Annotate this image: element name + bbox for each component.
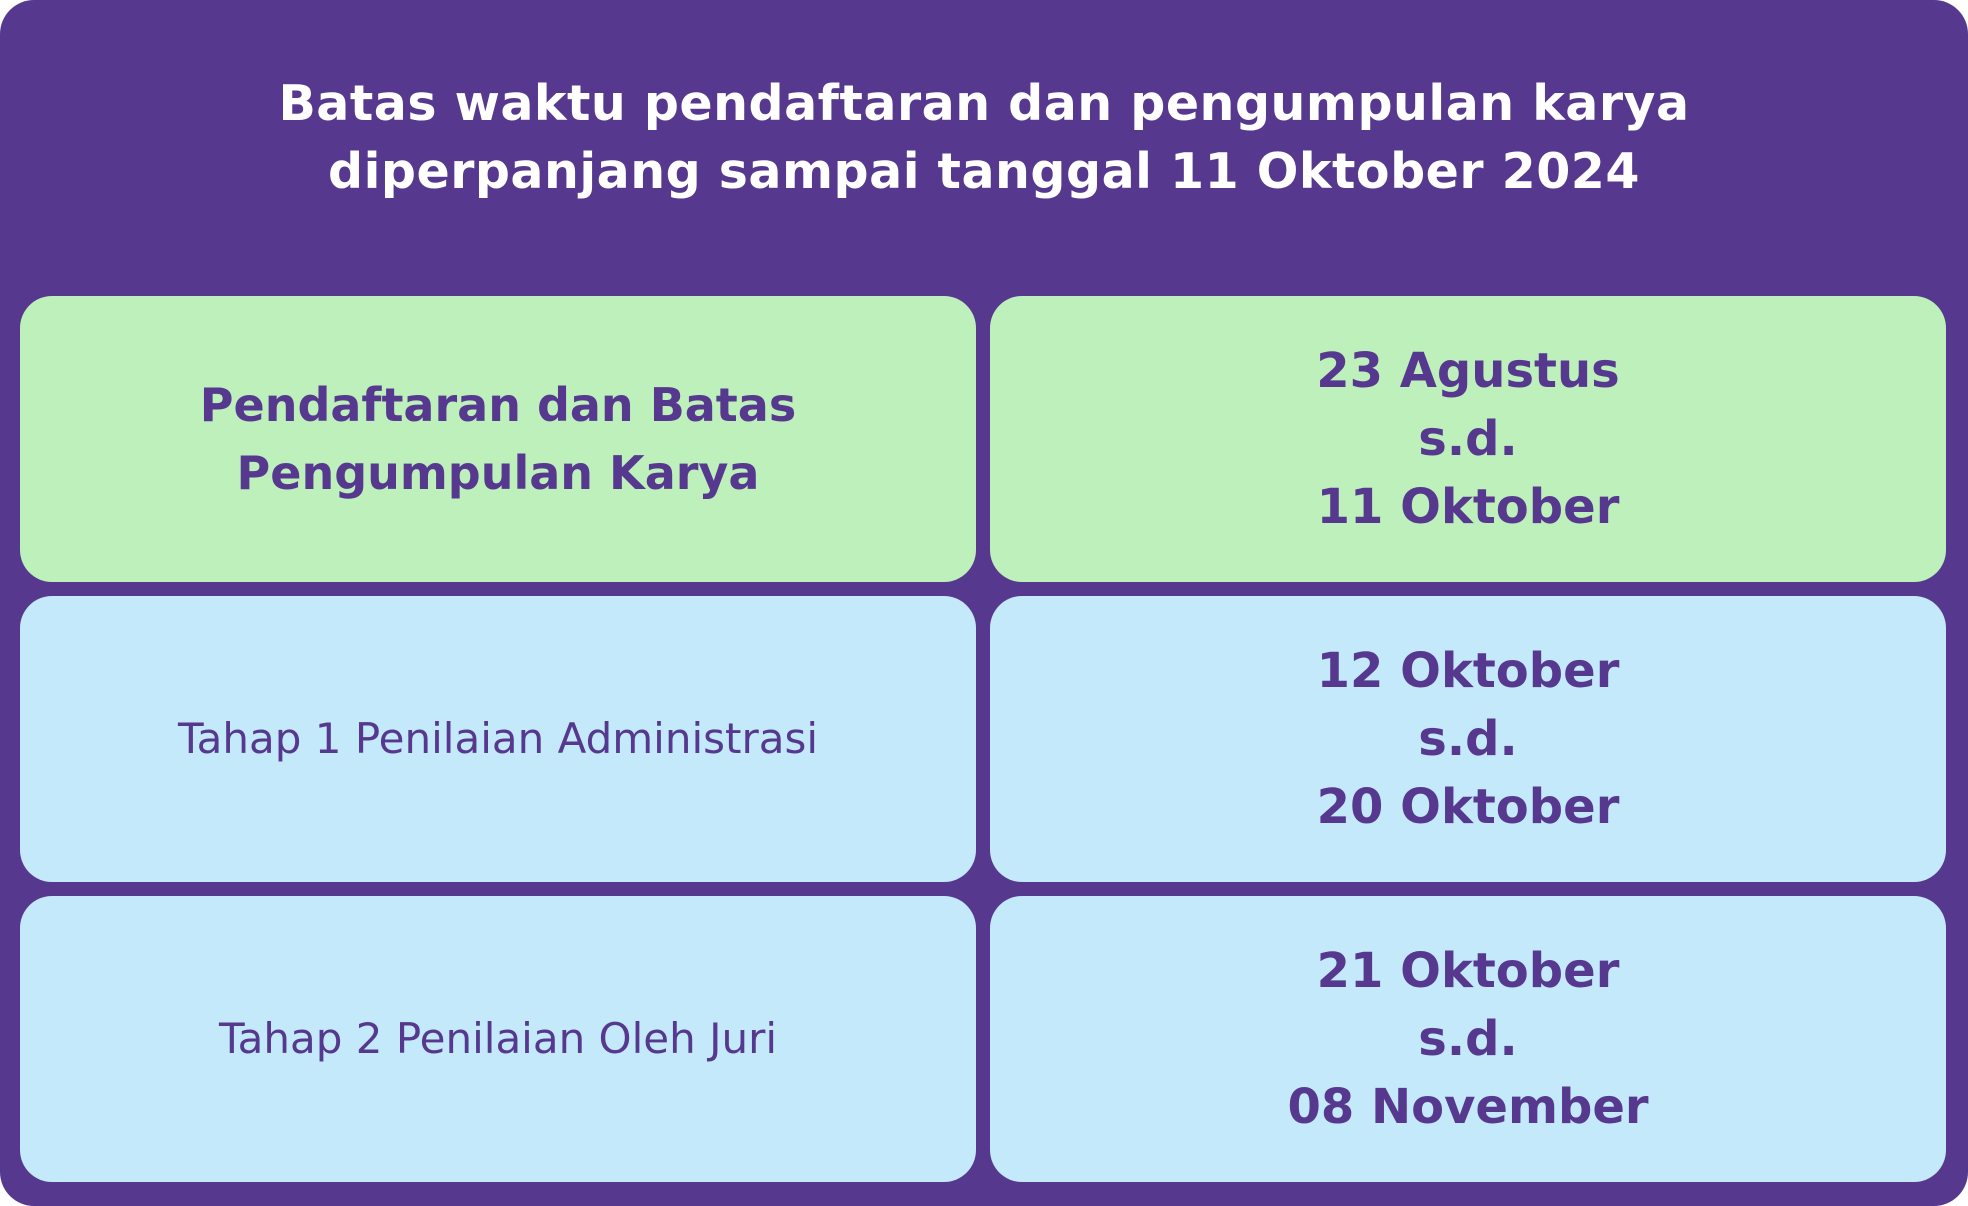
date-start: 12 Oktober — [1316, 643, 1620, 699]
stage-cell-registration — [20, 296, 976, 582]
date-cell-jury — [990, 896, 1946, 1182]
date-end: 20 Oktober — [1316, 779, 1620, 835]
stage-label-line: Pengumpulan Karya — [236, 446, 760, 500]
date-separator: s.d. — [1418, 411, 1518, 467]
stage-label-line: Tahap 1 Penilaian Administrasi — [177, 714, 819, 763]
date-start: 21 Oktober — [1316, 943, 1620, 999]
stage-cell-administration — [20, 596, 976, 882]
headline — [0, 70, 1968, 206]
stage-label-line: Tahap 2 Penilaian Oleh Juri — [218, 1014, 778, 1063]
stage-cell-jury — [20, 896, 976, 1182]
stage-label-line: Pendaftaran dan Batas — [199, 378, 797, 432]
date-end: 11 Oktober — [1316, 479, 1620, 535]
date-separator: s.d. — [1418, 711, 1518, 767]
date-start: 23 Agustus — [1316, 343, 1620, 399]
date-cell-registration — [990, 296, 1946, 582]
headline-line-2: diperpanjang sampai tanggal 11 Oktober 2024 — [328, 143, 1640, 200]
date-cell-administration — [990, 596, 1946, 882]
headline-line-1: Batas waktu pendaftaran dan pengumpulan karya — [278, 75, 1690, 132]
date-end: 08 November — [1287, 1079, 1649, 1135]
date-separator: s.d. — [1418, 1011, 1518, 1067]
